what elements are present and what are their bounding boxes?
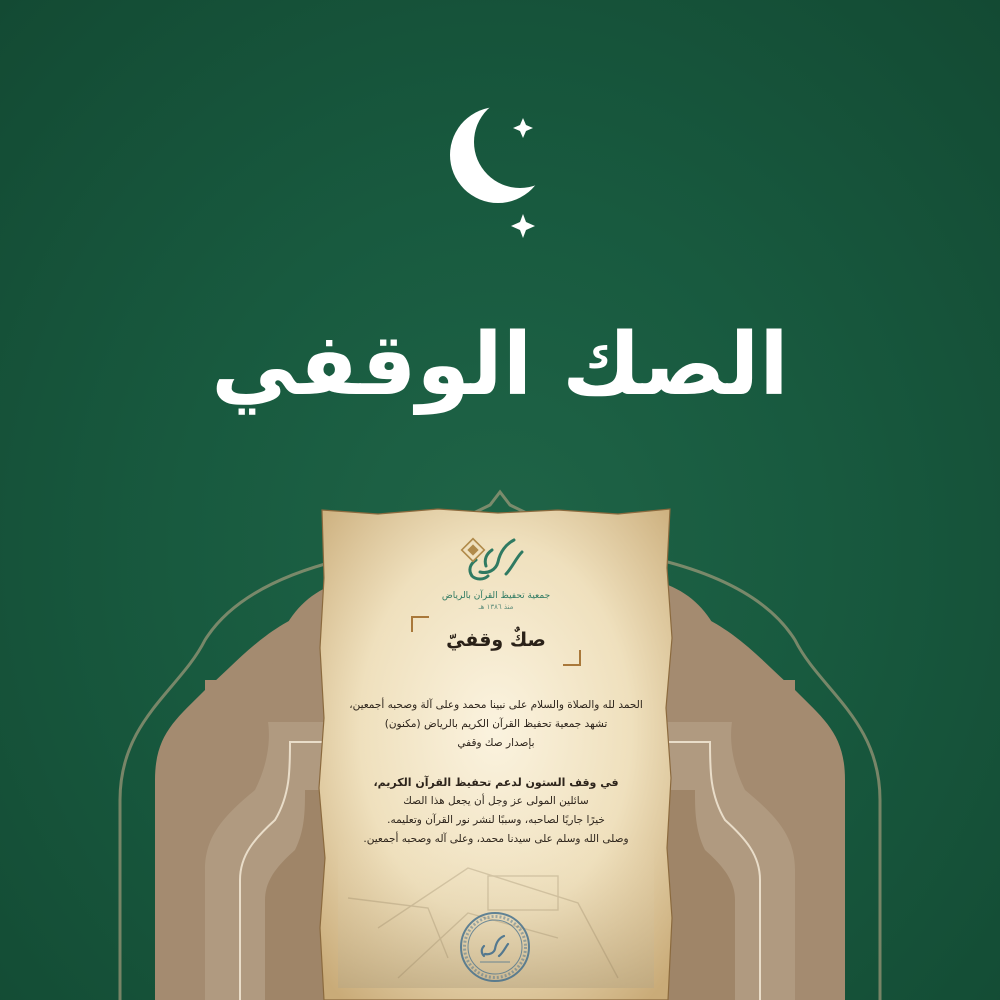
body-line: سائلين المولى عز وجل أن يجعل هذا الصك bbox=[403, 795, 589, 807]
makenoon-logo-icon bbox=[456, 530, 536, 588]
association-seal-icon bbox=[458, 910, 532, 984]
crescent-moon-icon bbox=[440, 100, 560, 250]
association-logo bbox=[318, 530, 674, 612]
page-title: الصك الوقفي bbox=[211, 315, 789, 415]
founding-date: منذ ١٣٨٦ هـ bbox=[478, 603, 514, 611]
body-line: وصلى الله وسلم على سيدنا محمد، وعلى آله وصحبه أجمعين. bbox=[363, 833, 629, 845]
certificate-scroll bbox=[318, 508, 674, 1000]
star-icon bbox=[511, 214, 535, 238]
certificate-heading-frame bbox=[411, 616, 581, 666]
certificate-body bbox=[330, 696, 662, 849]
association-name: جمعية تحفيظ القرآن بالرياض bbox=[441, 591, 551, 601]
body-line: بإصدار صك وقفي bbox=[457, 737, 535, 749]
body-line: تشهد جمعية تحفيظ القرآن الكريم بالرياض (مكنون) bbox=[384, 718, 608, 730]
waqf-name-line: في وقف الستون لدعم تحفيظ القرآن الكريم، bbox=[373, 776, 619, 789]
body-line: الحمد لله والصلاة والسلام على نبينا محمد وعلى آلة وصحبه أجمعين، bbox=[349, 699, 643, 711]
certificate-heading: صكٌ وقفيّ bbox=[446, 629, 546, 651]
body-line: خيرًا جاريًا لصاحبه، وسببًا لنشر نور القرآن وتعليمه. bbox=[387, 814, 605, 826]
